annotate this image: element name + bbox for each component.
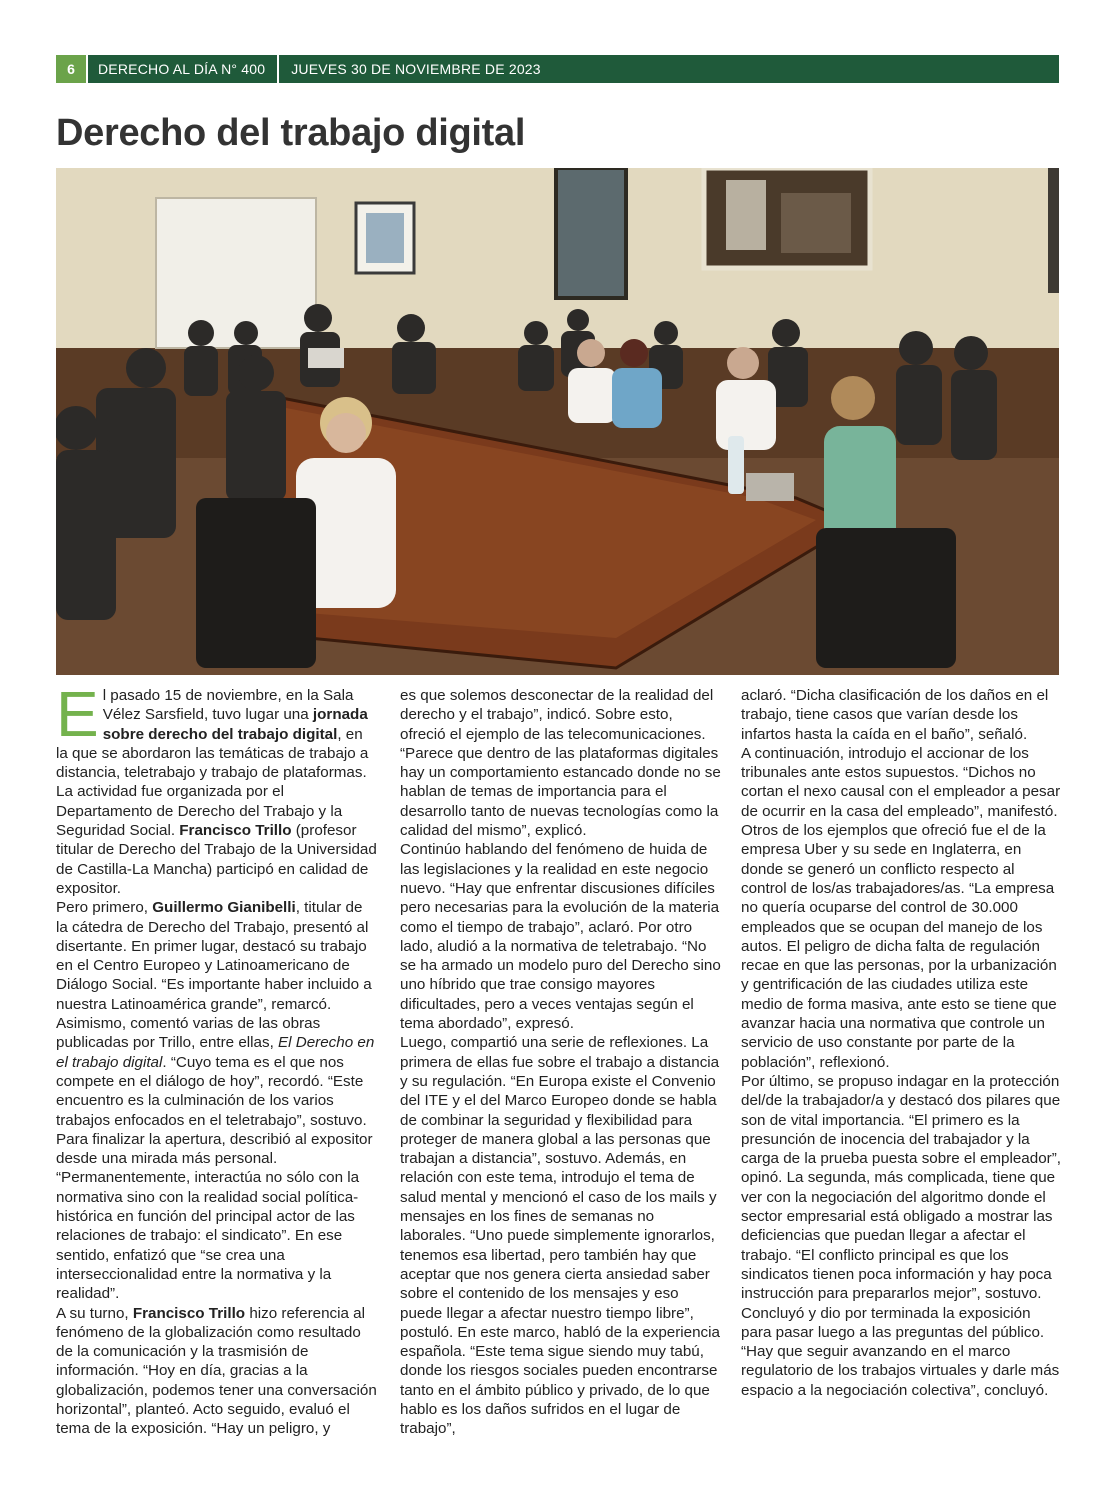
bold-text: Guillermo Gianibelli bbox=[152, 899, 296, 917]
paragraph bbox=[56, 678, 377, 898]
article-column-1 bbox=[56, 678, 377, 1439]
article-title: Derecho del trabajo digital bbox=[56, 112, 526, 154]
italic-text: El Derecho en el trabajo digital bbox=[56, 1034, 375, 1071]
publication-date: JUEVES 30 DE NOVIEMBRE DE 2023 bbox=[291, 61, 541, 77]
paragraph: es que solemos desconectar de la realidad del derecho y el trabajo”, indicó. Sobre esto, ofreció el ejemplo de las telecomunicaciones. “Parece que dentro de las plataformas digitales hay un comportamiento estancado donde no se hablan de temas de importancia para el desarrollo tanto de nuevas tecnologías como la calidad del mismo”, explicó. bbox=[400, 687, 721, 840]
publication-name: DERECHO AL DÍA N° 400 bbox=[98, 61, 266, 77]
paragraph bbox=[56, 1304, 377, 1439]
paragraph bbox=[56, 898, 377, 1303]
header-bar bbox=[56, 55, 1059, 83]
article-column-2 bbox=[400, 686, 721, 1439]
bold-text: Francisco Trillo bbox=[132, 1304, 246, 1322]
bold-text: jornada sobre derecho del trabajo digital bbox=[102, 706, 368, 743]
article-photo bbox=[56, 168, 1059, 675]
text-span: hizo referencia al fenómeno de la globalización como resultado de la comunicación y la trasmisión de información. “Hoy en día, gracias a la globalización, podemos tener una conversación horizontal”, planteó. Acto seguido, evaluó el tema de la exposición. “Hay un peligro, y bbox=[56, 1304, 377, 1438]
text-span: (profesor titular de Derecho del Trabajo de la Universidad de Castilla-La Mancha) participó en calidad de expositor. bbox=[56, 822, 377, 897]
text-span: , en la que se abordaron las temáticas de trabajo a distancia, teletrabajo y trabajo de plataformas. La actividad fue organizada por el Departamento de Derecho del Trabajo y la Seguridad Social. bbox=[56, 725, 369, 840]
paragraph: Luego, compartió una serie de reflexiones. La primera de ellas fue sobre el trabajo a distancia y su regulación. “En Europa existe el Convenio del ITE y el del Marco Europeo donde se habla de combinar la seguridad y flexibilidad para proteger de manera global a las personas que trabajan a distancia”, sostuvo. Además, en relación con este tema, introdujo el tema de salud mental y mencionó el caso de los mails y mensajes en los fines de semanas no laborales. “Uno puede simplemente ignorarlos, tenemos esa libertad, pero también hay que aceptar que nos genera cierta ansiedad saber sobre el contenido de los mensajes y eso puede llegar a afectar nuestro tiempo libre”, postuló. En este marco, habló de la experiencia española. “Este tema sigue siendo muy tabú, donde los riesgos sociales pueden encontrarse tanto en el ámbito público y privado, de lo que hablo es los daños sufridos en el lugar de trabajo”, bbox=[400, 1034, 720, 1438]
text-span: l pasado 15 de noviembre, en la Sala Vélez Sarsfield, tuvo lugar una bbox=[102, 687, 354, 724]
article-column-3 bbox=[741, 686, 1062, 1400]
bold-text: Francisco Trillo bbox=[179, 822, 292, 840]
paragraph: Por último, se propuso indagar en la protección del/de la trabajador/a y destacó dos pilares que son de vital importancia. “El primero es la presunción de inocencia del trabajador y la carga de la prueba puesta sobre el empleador”, opinó. La segunda, más complicada, tiene que ver con la negociación del algoritmo donde el sector empresarial está obligado a mostrar las deficiencias que puedan llegar a afectar el trabajo. “El conflicto principal es que los sindicatos tienen poca información y hay poca instrucción para prepararlos mejor”, sostuvo. Concluyó y dio por terminada la exposición para pasar luego a las preguntas del público. “Hay que seguir avanzando en el marco regulatorio de los trabajos virtuales y darle más espacio a la negociación colectiva”, concluyó. bbox=[741, 1072, 1061, 1399]
text-span: A su turno, bbox=[56, 1304, 133, 1322]
page-number: 6 bbox=[56, 55, 86, 83]
paragraph: A continuación, introdujo el accionar de los tribunales ante estos supuestos. “Dichos no cortan el nexo causal con el empleador a pesar de ocurrir en la casa del empleado”, manifestó. Otros de los ejemplos que ofreció fue el de la empresa Uber y su sede en Inglaterra, en donde se generó un conflicto respecto al control de los/as trabajadores/as. “La empresa no quería ocuparse del control de 30.000 empleados que se ocupan del manejo de los autos. El peligro de dicha falta de regulación recae en que las personas, por la urbanización y gentrificación de las ciudades utiliza este medio de forma masiva, ante esto se tiene que avanzar hacia una normativa que controle un servicio de uso constante por parte de la población”, reflexionó. bbox=[741, 744, 1061, 1071]
dropcap: E bbox=[56, 678, 99, 750]
text-span: Pero primero, bbox=[56, 899, 153, 917]
text-span: . “Cuyo tema es el que nos compete en el diálogo de hoy”, recordó. “Este encuentro es la culminación de los varios trabajos enfocados en el teletrabajo”, sostuvo. Para finalizar la apertura, describió al expositor desde una mirada más personal. “Permanentemente, interactúa no sólo con la normativa sino con la realidad social política-histórica en función del principal actor de las relaciones de trabajo: el sindicato”. En ese sentido, enfatizó que “se crea una interseccionalidad entre la normativa y la realidad”. bbox=[56, 1053, 373, 1303]
text-span: , titular de la cátedra de Derecho del Trabajo, presentó al disertante. En primer lugar, destacó su trabajo en el Centro Europeo y Latinoamericano de Diálogo Social. “Es importante haber incluido a nuestra Latinoamérica grande”, remarcó. Asimismo, comentó varias de las obras publicadas por Trillo, entre ellas, bbox=[56, 899, 372, 1052]
paragraph: Continúo hablando del fenómeno de huida de las legislaciones y la realidad en este negocio nuevo. “Hay que enfrentar discusiones difíciles pero necesarias para la evolución de la materia como el tiempo de trabajo”, aclaró. Por otro lado, aludió a la normativa de teletrabajo. “No se ha armado un modelo puro del Derecho sino uno híbrido que trae consigo mayores dificultades, pero a veces ventajas según el tema abordado”, expresó. bbox=[400, 841, 721, 1033]
paragraph: aclaró. “Dicha clasificación de los daños en el trabajo, tiene casos que varían desde los infartos hasta la caída en el baño”, señaló. bbox=[741, 687, 1049, 743]
